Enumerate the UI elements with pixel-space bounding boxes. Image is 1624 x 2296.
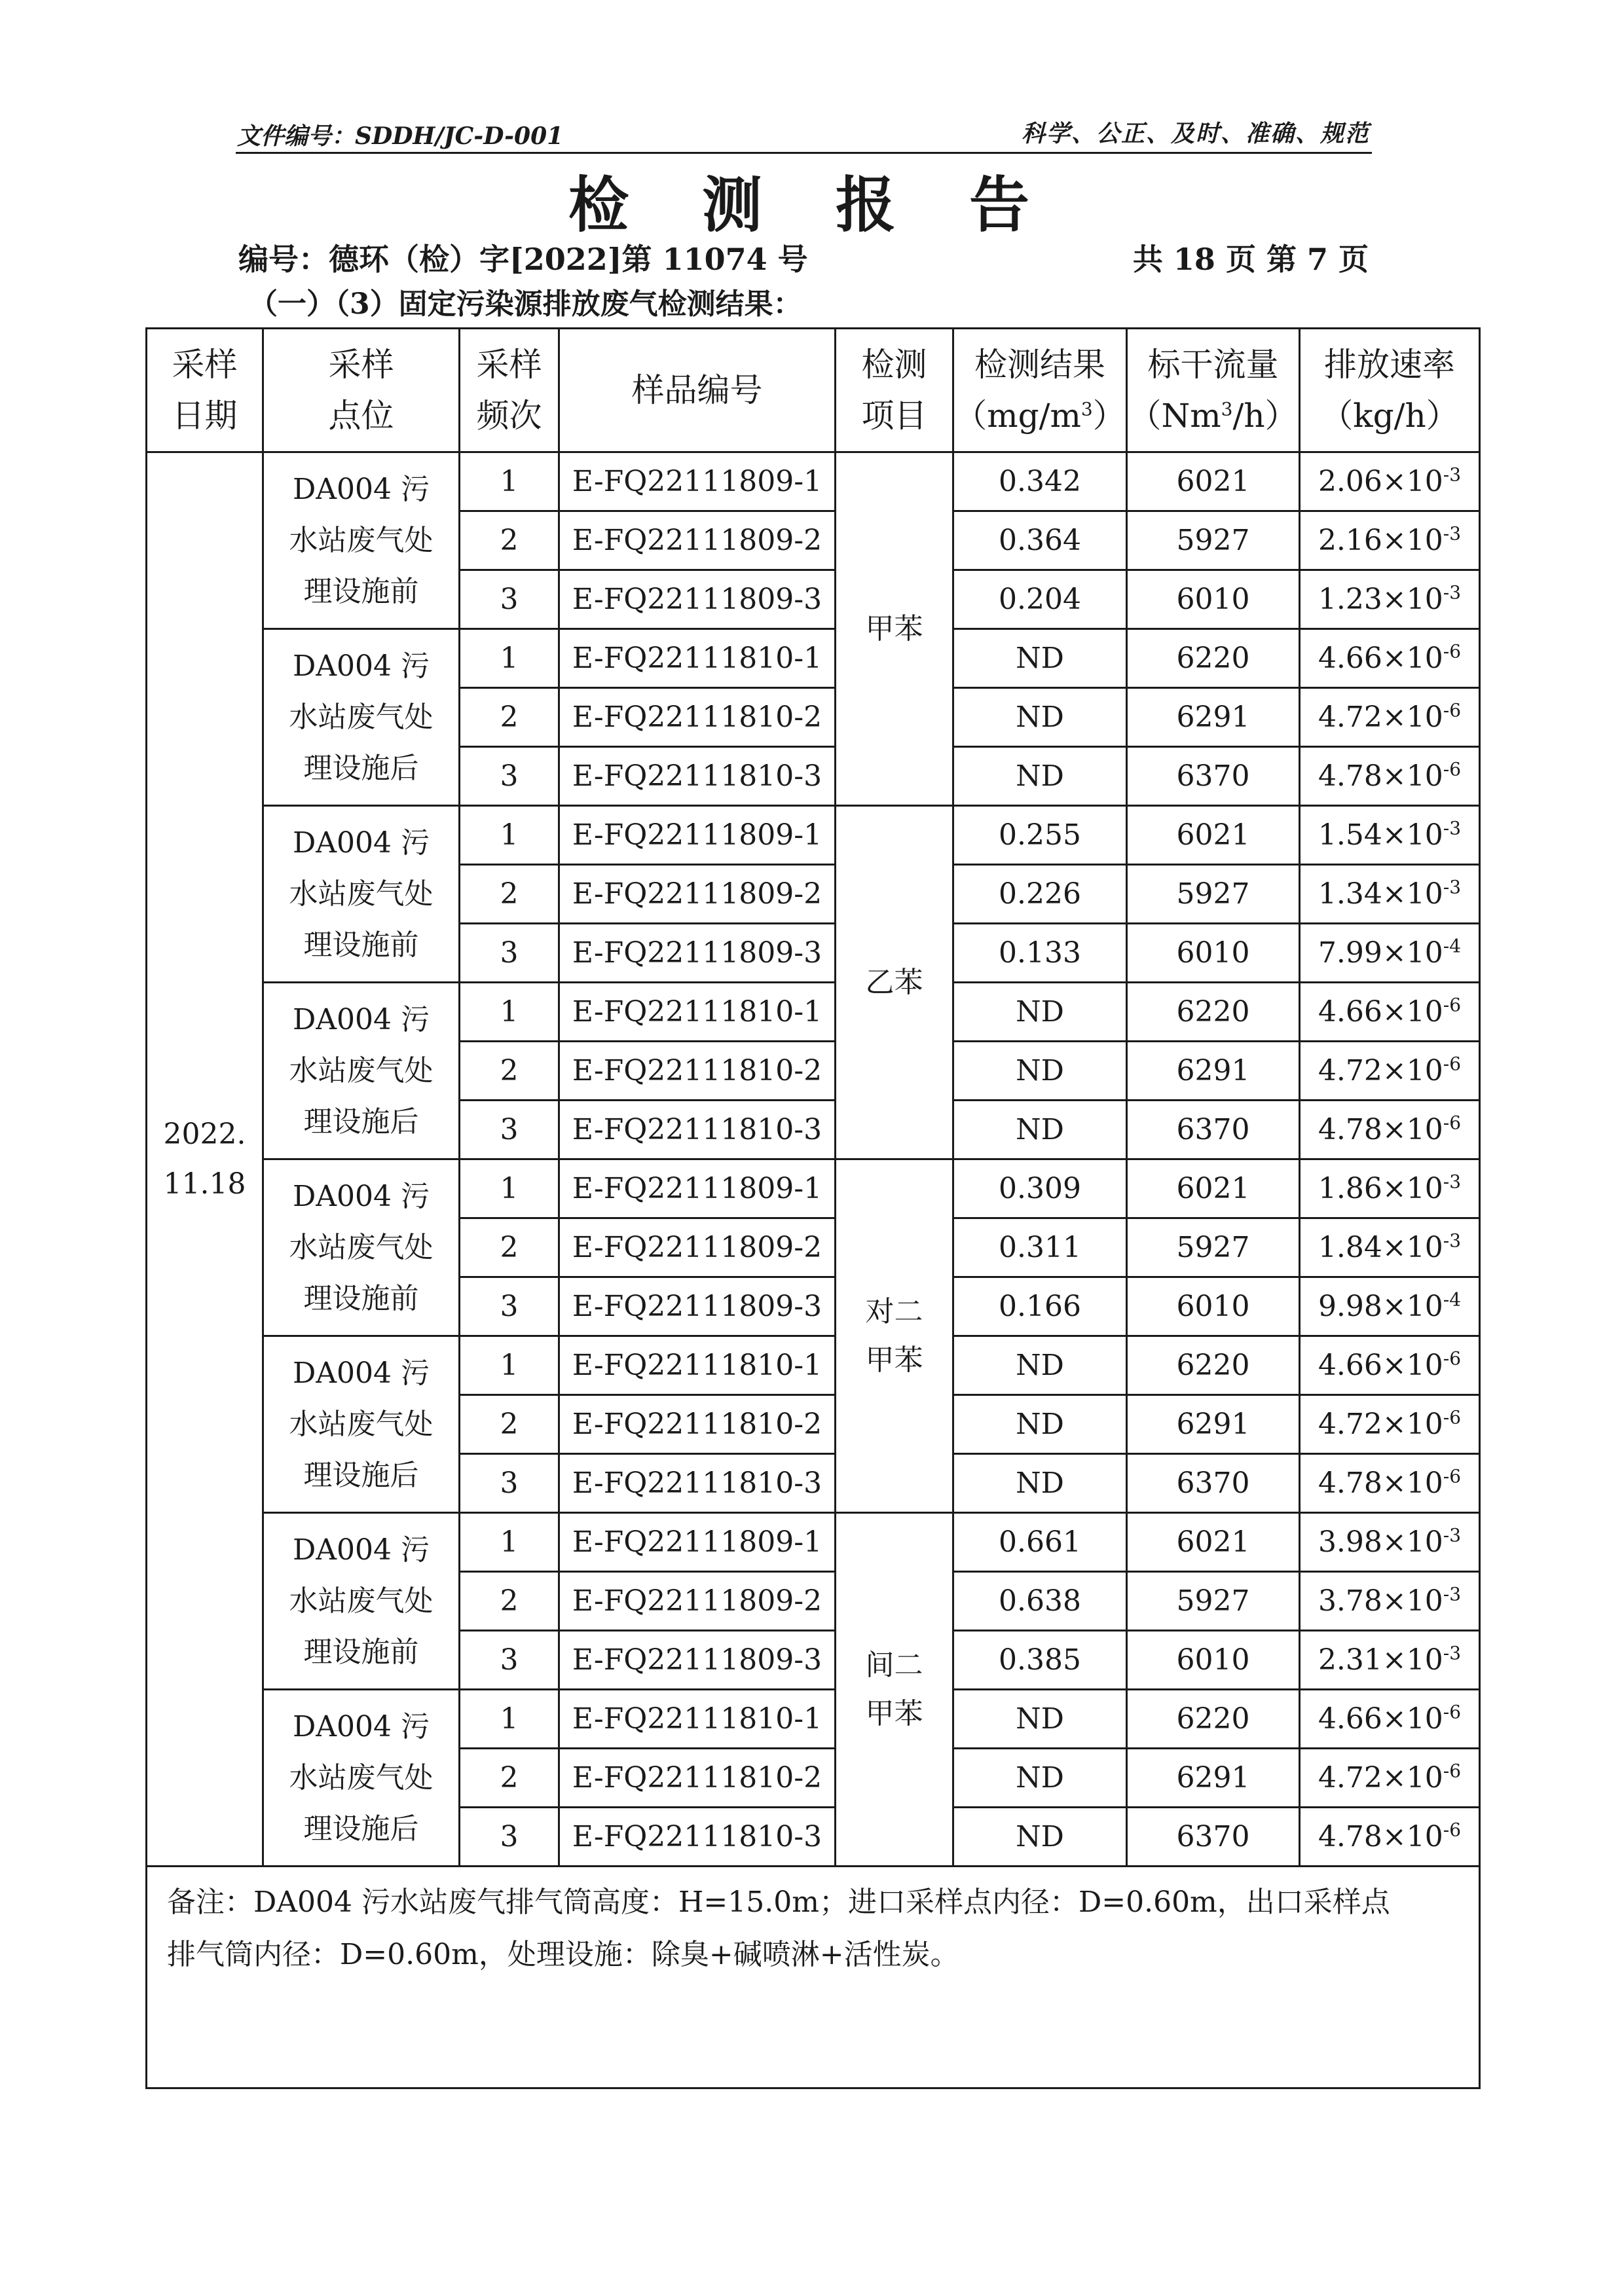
frequency-cell: 1 [460,1513,559,1572]
flow-cell: 6291 [1127,688,1300,747]
frequency-cell: 2 [460,511,559,570]
rate-cell [1300,629,1480,688]
cell-line: 水站废气处 [289,700,434,734]
result-cell: 0.204 [953,570,1127,629]
result-cell: 0.226 [953,865,1127,924]
rate-cell [1300,570,1480,629]
rate-mantissa: 9.98×10 [1318,1290,1443,1323]
result-cell: ND [953,1395,1127,1454]
rate-cell [1300,1218,1480,1277]
rate-cell [1300,1395,1480,1454]
rate-mantissa: 3.98×10 [1318,1525,1443,1559]
header-motto: 科学、公正、及时、准确、规范 [1021,120,1370,147]
sampling-location [263,806,460,983]
sampling-location [263,1513,460,1690]
rate-cell [1300,511,1480,570]
header-result: 检测结果 $(mg/m^3)$ [953,329,1127,452]
rate-exponent: -3 [1443,817,1462,839]
frequency-cell: 3 [460,1631,559,1690]
rate-mantissa: 4.72×10 [1318,1761,1443,1795]
frequency-cell: 2 [460,1572,559,1631]
rate-exponent: -6 [1443,1112,1462,1134]
rate-exponent: -3 [1443,464,1462,486]
cell-line: 备注：DA004 污水站废气排气筒高度：H=15.0m；进口采样点内径：D=0.60m，出口采样点 [167,1886,1390,1919]
result-cell: 0.342 [953,452,1127,511]
result-cell: 0.311 [953,1218,1127,1277]
cell-line: DA004 污 [292,1002,430,1036]
rate-exponent: -6 [1443,1465,1462,1487]
rate-mantissa: 1.86×10 [1318,1172,1443,1205]
rate-cell [1300,1572,1480,1631]
sample-number-cell: E-FQ22111810-3 [559,1454,836,1513]
sample-number-cell: E-FQ22111810-2 [559,1395,836,1454]
sampling-location [263,1336,460,1513]
table-row [147,1159,1480,1218]
sample-number-cell: E-FQ22111810-3 [559,1101,836,1159]
frequency-cell: 3 [460,570,559,629]
rate-mantissa: 4.78×10 [1318,1820,1443,1853]
sampling-location [263,1159,460,1336]
result-cell: 0.255 [953,806,1127,865]
flow-cell: 6021 [1127,1513,1300,1572]
table-row [147,1513,1480,1572]
header-row [147,329,1480,452]
remarks [147,1867,1480,2088]
rate-exponent: -6 [1443,1760,1462,1782]
rate-exponent: -6 [1443,758,1462,780]
sample-number-cell: E-FQ22111810-1 [559,983,836,1042]
result-cell: ND [953,688,1127,747]
rate-exponent: -6 [1443,640,1462,663]
cell-line: 理设施后 [303,1104,419,1139]
sample-number-cell: E-FQ22111809-1 [559,1513,836,1572]
flow-cell: 5927 [1127,1218,1300,1277]
rate-mantissa: 7.99×10 [1318,936,1443,970]
sample-number-cell: E-FQ22111809-2 [559,1572,836,1631]
test-item [836,452,953,806]
frequency-cell: 2 [460,1042,559,1101]
sample-number-cell: E-FQ22111809-1 [559,452,836,511]
cell-line: 理设施前 [303,574,419,608]
cell-line: DA004 污 [292,1356,430,1390]
sample-number-cell: E-FQ22111810-2 [559,1749,836,1808]
rate-mantissa: 4.66×10 [1318,642,1443,675]
note-row [147,1867,1480,2088]
flow-cell: 5927 [1127,865,1300,924]
sampling-location [263,629,460,806]
sample-number-cell: E-FQ22111810-2 [559,688,836,747]
cell-line: 甲苯 [865,1343,923,1377]
cell-line: 水站废气处 [289,1407,434,1441]
table-row [147,983,1480,1042]
result-cell: 0.661 [953,1513,1127,1572]
frequency-cell: 2 [460,865,559,924]
rate-cell [1300,1749,1480,1808]
frequency-cell: 1 [460,1690,559,1749]
header-flow: 标干流量 （Nm$^3$/h） [1127,329,1300,452]
rate-mantissa: 1.23×10 [1318,583,1443,616]
flow-cell: 6370 [1127,1808,1300,1867]
rate-cell [1300,1808,1480,1867]
frequency-cell: 3 [460,1808,559,1867]
flow-cell: 6010 [1127,1631,1300,1690]
rate-exponent: -3 [1443,1230,1462,1252]
sample-number-cell: E-FQ22111810-1 [559,1336,836,1395]
cell-line: DA004 污 [292,826,430,860]
table-row [147,1336,1480,1395]
table-row [147,629,1480,688]
rate-mantissa: 4.78×10 [1318,1467,1443,1500]
rate-mantissa: 2.31×10 [1318,1643,1443,1677]
rate-cell [1300,1513,1480,1572]
result-cell: 0.638 [953,1572,1127,1631]
rate-cell [1300,983,1480,1042]
rate-exponent: -6 [1443,994,1462,1016]
rate-mantissa: 4.78×10 [1318,759,1443,793]
cell-line: 水站废气处 [289,523,434,557]
sample-number-cell: E-FQ22111809-2 [559,865,836,924]
page-title: 检 测 报 告 [568,170,1056,240]
rate-cell [1300,1159,1480,1218]
result-cell: 0.385 [953,1631,1127,1690]
report-number: 编号：德环（检）字[2022]第 11074 号 [238,242,808,277]
header-location: 采样 点位 [263,329,460,452]
rate-cell [1300,1101,1480,1159]
sample-number-cell: E-FQ22111809-1 [559,806,836,865]
flow-cell: 6010 [1127,924,1300,983]
flow-cell: 6370 [1127,747,1300,806]
rate-cell [1300,924,1480,983]
result-cell: ND [953,1749,1127,1808]
frequency-cell: 1 [460,629,559,688]
rate-exponent: -3 [1443,876,1462,898]
frequency-cell: 2 [460,1749,559,1808]
rate-cell [1300,865,1480,924]
cell-line: DA004 污 [292,1179,430,1213]
flow-cell: 6220 [1127,629,1300,688]
cell-line: 理设施前 [303,928,419,962]
results-table [145,327,1481,2089]
cell-line: 水站废气处 [289,1053,434,1087]
flow-cell: 6220 [1127,1690,1300,1749]
rate-cell [1300,688,1480,747]
cell-line: 排气筒内径：D=0.60m，处理设施：除臭+碱喷淋+活性炭。 [167,1938,959,1971]
rate-cell [1300,1454,1480,1513]
cell-line: 11.18 [163,1167,246,1201]
flow-cell: 6291 [1127,1749,1300,1808]
test-item [836,806,953,1159]
result-cell: ND [953,1690,1127,1749]
cell-line: 对二 [865,1294,923,1328]
flow-cell: 6021 [1127,806,1300,865]
rate-exponent: -6 [1443,1406,1462,1429]
rate-exponent: -3 [1443,1642,1462,1664]
result-cell: ND [953,1042,1127,1101]
flow-cell: 6370 [1127,1454,1300,1513]
frequency-cell: 1 [460,983,559,1042]
sampling-location [263,1690,460,1867]
rate-exponent: -4 [1443,935,1462,957]
rate-mantissa: 4.66×10 [1318,1349,1443,1382]
cell-line: 水站废气处 [289,877,434,911]
rate-cell [1300,1277,1480,1336]
table-row [147,452,1480,511]
sample-number-cell: E-FQ22111810-3 [559,1808,836,1867]
cell-line: 水站废气处 [289,1230,434,1264]
result-cell: ND [953,1101,1127,1159]
flow-cell: 6010 [1127,570,1300,629]
rate-mantissa: 4.72×10 [1318,701,1443,734]
cell-line: 理设施后 [303,1458,419,1492]
result-cell: ND [953,1336,1127,1395]
header-rate: 排放速率 （kg/h） [1300,329,1480,452]
rate-mantissa: 2.06×10 [1318,465,1443,498]
rate-mantissa: 2.16×10 [1318,524,1443,557]
rate-exponent: -3 [1443,1171,1462,1193]
sampling-location [263,983,460,1159]
rate-mantissa: 4.72×10 [1318,1054,1443,1087]
rate-mantissa: 1.34×10 [1318,877,1443,911]
flow-cell: 6220 [1127,983,1300,1042]
rate-cell [1300,806,1480,865]
rate-cell [1300,1690,1480,1749]
section-title: （一）（3）固定污染源排放废气检测结果： [249,287,802,321]
cell-line: 理设施后 [303,1812,419,1846]
frequency-cell: 1 [460,452,559,511]
rate-exponent: -6 [1443,1053,1462,1075]
rate-exponent: -3 [1443,581,1462,604]
header-item: 检测 项目 [836,329,953,452]
sample-number-cell: E-FQ22111809-1 [559,1159,836,1218]
sample-number-cell: E-FQ22111809-3 [559,570,836,629]
result-cell: 0.364 [953,511,1127,570]
frequency-cell: 2 [460,688,559,747]
cell-line: 理设施前 [303,1635,419,1669]
result-cell: ND [953,747,1127,806]
test-item [836,1159,953,1513]
result-cell: ND [953,983,1127,1042]
rate-mantissa: 4.72×10 [1318,1408,1443,1441]
table-row [147,1690,1480,1749]
frequency-cell: 3 [460,1101,559,1159]
rate-cell [1300,747,1480,806]
cell-line: 理设施后 [303,751,419,785]
result-cell: 0.133 [953,924,1127,983]
rate-mantissa: 4.66×10 [1318,995,1443,1029]
flow-cell: 6291 [1127,1395,1300,1454]
frequency-cell: 3 [460,1277,559,1336]
result-cell: 0.166 [953,1277,1127,1336]
table-row [147,806,1480,865]
flow-cell: 6220 [1127,1336,1300,1395]
result-cell: 0.309 [953,1159,1127,1218]
rate-mantissa: 1.54×10 [1318,818,1443,852]
sample-number-cell: E-FQ22111809-3 [559,1277,836,1336]
flow-cell: 6021 [1127,1159,1300,1218]
rate-exponent: -6 [1443,1347,1462,1370]
flow-cell: 6010 [1127,1277,1300,1336]
page-count: 共 18 页 第 7 页 [1132,242,1369,277]
cell-line: 理设施前 [303,1281,419,1315]
sample-number-cell: E-FQ22111809-2 [559,1218,836,1277]
rate-exponent: -4 [1443,1288,1462,1311]
rate-mantissa: 1.84×10 [1318,1231,1443,1264]
sample-number-cell: E-FQ22111810-1 [559,629,836,688]
rate-exponent: -3 [1443,1524,1462,1546]
cell-line: 甲苯 [865,611,923,646]
rate-mantissa: 4.78×10 [1318,1113,1443,1146]
frequency-cell: 1 [460,806,559,865]
rate-cell [1300,1631,1480,1690]
header-sample-number: 样品编号 [559,329,836,452]
frequency-cell: 3 [460,747,559,806]
sample-number-cell: E-FQ22111809-3 [559,924,836,983]
frequency-cell: 1 [460,1159,559,1218]
flow-cell: 6370 [1127,1101,1300,1159]
header-frequency: 采样 频次 [460,329,559,452]
cell-line: 2022. [163,1117,246,1151]
sample-number-cell: E-FQ22111810-3 [559,747,836,806]
flow-cell: 5927 [1127,511,1300,570]
result-cell: ND [953,629,1127,688]
results-body [147,452,1480,2088]
rate-cell [1300,1336,1480,1395]
rate-exponent: -3 [1443,522,1462,545]
cell-line: 甲苯 [865,1696,923,1730]
result-cell: ND [953,1454,1127,1513]
document-number: 文件编号：SDDH/JC-D-001 [237,122,564,150]
cell-line: DA004 污 [292,472,430,506]
rate-mantissa: 4.66×10 [1318,1702,1443,1736]
rate-cell [1300,452,1480,511]
rate-exponent: -6 [1443,1701,1462,1723]
cell-line: 水站废气处 [289,1584,434,1618]
flow-cell: 6021 [1127,452,1300,511]
frequency-cell: 2 [460,1218,559,1277]
sampling-location [263,452,460,629]
rate-mantissa: 3.78×10 [1318,1584,1443,1618]
sampling-date [147,452,263,1867]
cell-line: 水站废气处 [289,1760,434,1795]
header-date: 采样 日期 [147,329,263,452]
frequency-cell: 3 [460,1454,559,1513]
test-item [836,1513,953,1867]
cell-line: DA004 污 [292,649,430,683]
cell-line: DA004 污 [292,1533,430,1567]
frequency-cell: 2 [460,1395,559,1454]
rate-exponent: -6 [1443,699,1462,721]
sample-number-cell: E-FQ22111809-2 [559,511,836,570]
result-cell: ND [953,1808,1127,1867]
sample-number-cell: E-FQ22111810-2 [559,1042,836,1101]
sample-number-cell: E-FQ22111809-3 [559,1631,836,1690]
frequency-cell: 3 [460,924,559,983]
cell-line: DA004 污 [292,1709,430,1743]
cell-line: 间二 [865,1648,923,1682]
flow-cell: 5927 [1127,1572,1300,1631]
frequency-cell: 1 [460,1336,559,1395]
flow-cell: 6291 [1127,1042,1300,1101]
header-rule [236,152,1372,154]
rate-exponent: -3 [1443,1583,1462,1605]
rate-cell [1300,1042,1480,1101]
sample-number-cell: E-FQ22111810-1 [559,1690,836,1749]
cell-line: 乙苯 [865,965,923,999]
rate-exponent: -6 [1443,1819,1462,1841]
